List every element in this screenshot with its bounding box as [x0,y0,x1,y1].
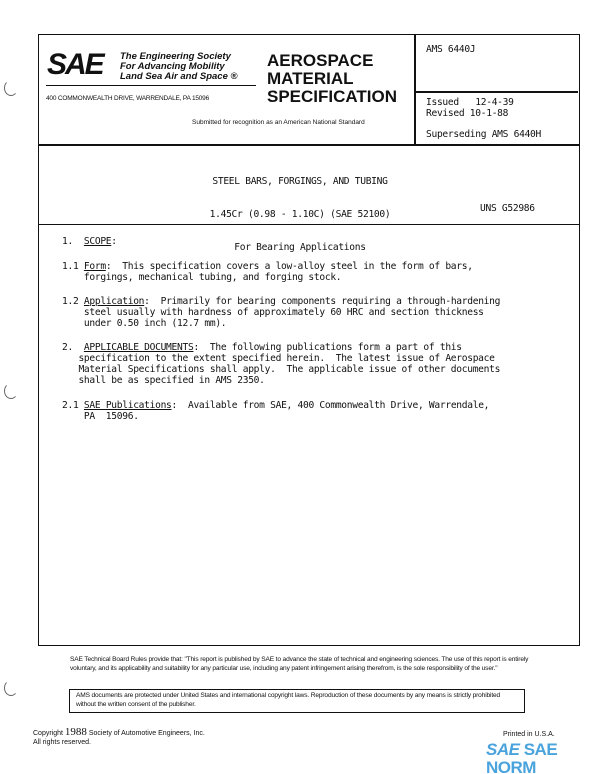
paragraph-line: : The following publications form a part of this [193,342,462,353]
watermark-text: SAE NORM [486,740,558,774]
section-number: 1. [62,236,73,247]
section-number: 1.2 [62,296,79,307]
divider [38,144,579,146]
divider [46,85,256,86]
divider [414,34,416,145]
section-number: 2. [62,342,73,353]
copyright-label: Copyright [33,730,63,737]
ansi-note: Submitted for recognition as an American National Standard [192,119,365,126]
title-line: STEEL BARS, FORGINGS, AND TUBING [212,176,388,187]
title-line: SPECIFICATION [267,87,398,106]
section-1-2 [62,296,500,329]
printed-in: Printed in U.S.A. [503,731,555,738]
paragraph-line: shall be as specified in AMS 2350. [78,375,265,386]
rights-reserved: All rights reserved. [33,739,91,746]
section-1: 1. SCOPE: [62,236,117,247]
tagline-line: The Engineering Society [120,51,231,62]
section-heading: Form [83,261,106,272]
section-heading: SAE Publications [83,400,172,411]
sae-logo: SAE [47,48,103,81]
punch-hole [4,80,18,96]
revised-date: Revised 10-1-88 [426,108,509,119]
divider [38,224,579,225]
section-1-1 [62,261,473,283]
paragraph-line: : This specification covers a low-alloy steel in the form of bars, [105,261,473,272]
paragraph-line: : Available from SAE, 400 Commonwealth Drive, Warrendale, [171,400,490,411]
issued-date: Issued 12-4-39 [426,97,514,108]
copyright-line [33,728,205,747]
punch-hole [4,383,18,399]
section-2-1 [62,400,489,422]
paragraph-line: PA 15096. [83,411,139,422]
divider [415,91,578,93]
paragraph-line: Material Specifications shall apply. The applicable issue of other documents [78,364,501,375]
paragraph-line: under 0.50 inch (12.7 mm). [83,318,227,329]
tagline-line: Land Sea Air and Space ® [120,71,238,82]
superseding: Superseding AMS 6440H [426,129,541,140]
copyright-year: 1988 [64,726,87,738]
section-heading: APPLICABLE DOCUMENTS [83,342,194,353]
title-line: MATERIAL [267,69,354,88]
section-number: 2.1 [62,400,79,411]
uns-number: UNS G52986 [480,203,535,214]
paragraph-line: forgings, mechanical tubing, and forging stock. [83,272,342,283]
copyright-holder: Society of Automotive Engineers, Inc. [88,730,205,737]
copyright-notice: AMS documents are protected under United States and international copyright laws. Reproduction of these documents by any means is strictly prohibited without the written consent of the publisher. [69,689,525,713]
section-2 [62,342,500,386]
sae-norm-watermark [486,741,600,774]
technical-board-rules: SAE Technical Board Rules provide that: "This report is published by SAE to advance the state of technical and engineering sciences. The use of this report is entirely voluntary, and its applicability and suitability for any particular use, including any patent infringement arising therefrom, is the sole responsibility of the user." [70,656,529,672]
title-line: For Bearing Applications [234,242,366,253]
doc-number: AMS 6440J [426,44,476,55]
doc-type-title [267,52,397,106]
paragraph-line: : Primarily for bearing components requiring a through-hardening [144,296,501,307]
title-line: 1.45Cr (0.98 - 1.10C) (SAE 52100) [209,209,391,220]
material-title [0,154,600,275]
paragraph-line: steel usually with hardness of approximately 60 HRC and section thickness [83,307,484,318]
society-tagline [120,52,238,82]
section-heading: SCOPE [83,236,112,247]
tagline-line: For Advancing Mobility [120,61,225,72]
section-number: 1.1 [62,261,79,272]
watermark-logo: SAE [486,740,520,759]
paragraph-line: specification to the extent specified herein. The latest issue of Aerospace [78,353,495,364]
punch-hole [4,680,18,696]
section-heading: Application [83,296,145,307]
title-line: AEROSPACE [267,51,374,70]
sae-address: 400 COMMONWEALTH DRIVE, WARRENDALE, PA 15096 [46,95,210,102]
